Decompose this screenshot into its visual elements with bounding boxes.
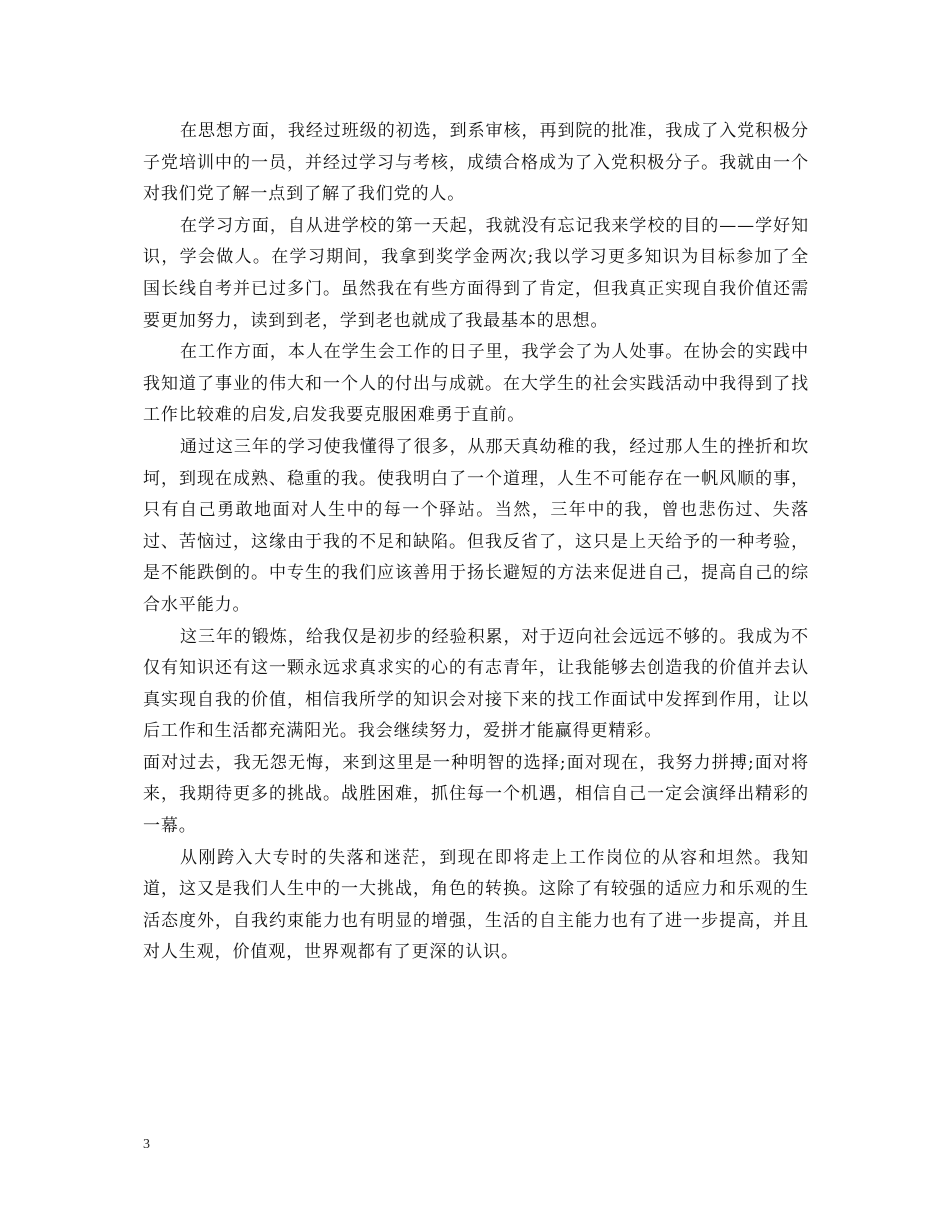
paragraph-outlook: 面对过去，我无怨无悔，来到这里是一种明智的选择;面对现在，我努力拼搏;面对将来，我期待更多的挑战。战胜困难，抓住每一个机遇，相信自己一定会演绎出精彩的一幕。 bbox=[143, 752, 809, 837]
paragraph-work: 在工作方面，本人在学生会工作的日子里，我学会了为人处事。在协会的实践中我知道了事业的伟大和一个人的付出与成就。在大学生的社会实践活动中我得到了找工作比较难的启发,启发我要克服困难勇于直前。 bbox=[143, 342, 809, 426]
paragraph-study: 在学习方面，自从进学校的第一天起，我就没有忘记我来学校的目的——学好知识，学会做人。在学习期间，我拿到奖学金两次;我以学习更多知识为目标参加了全国长线自考并已过多门。虽然我在有些方面得到了肯定，但我真正实现自我价值还需要更加努力，读到到老，学到老也就成了我最基本的思想。 bbox=[143, 215, 809, 331]
document-body bbox=[143, 116, 809, 969]
paragraph-growth: 通过这三年的学习使我懂得了很多，从那天真幼稚的我，经过那人生的挫折和坎坷，到现在成熟、稳重的我。使我明白了一个道理，人生不可能存在一帆风顺的事，只有自己勇敢地面对人生中的每一个驿站。当然，三年中的我，曾也悲伤过、失落过、苦恼过，这缘由于我的不足和缺陷。但我反省了，这只是上天给予的一种考验，是不能跌倒的。中专生的我们应该善用于扬长避短的方法来促进自己，提高自己的综合水平能力。 bbox=[143, 436, 809, 615]
paragraph-training: 这三年的锻炼，给我仅是初步的经验积累，对于迈向社会远远不够的。我成为不仅有知识还有这一颗永远求真求实的心的有志青年，让我能够去创造我的价值并去认真实现自我的价值，相信我所学的知识会对接下来的找工作面试中发挥到作用，让以后工作和生活都充满阳光。我会继续努力，爱拼才能赢得更精彩。 bbox=[143, 626, 809, 742]
paragraph-thought: 在思想方面，我经过班级的初选，到系审核，再到院的批准，我成了入党积极分子党培训中的一员，并经过学习与考核，成绩合格成为了入党积极分子。我就由一个对我们党了解一点到了解了我们党的人。 bbox=[143, 121, 809, 205]
paragraph-transition: 从刚跨入大专时的失落和迷茫，到现在即将走上工作岗位的从容和坦然。我知道，这又是我们人生中的一大挑战，角色的转换。这除了有较强的适应力和乐观的生活态度外，自我约束能力也有明显的增强，生活的自主能力也有了进一步提高，并且对人生观，价值观，世界观都有了更深的认识。 bbox=[143, 847, 809, 963]
page-number: 3 bbox=[143, 1137, 150, 1152]
